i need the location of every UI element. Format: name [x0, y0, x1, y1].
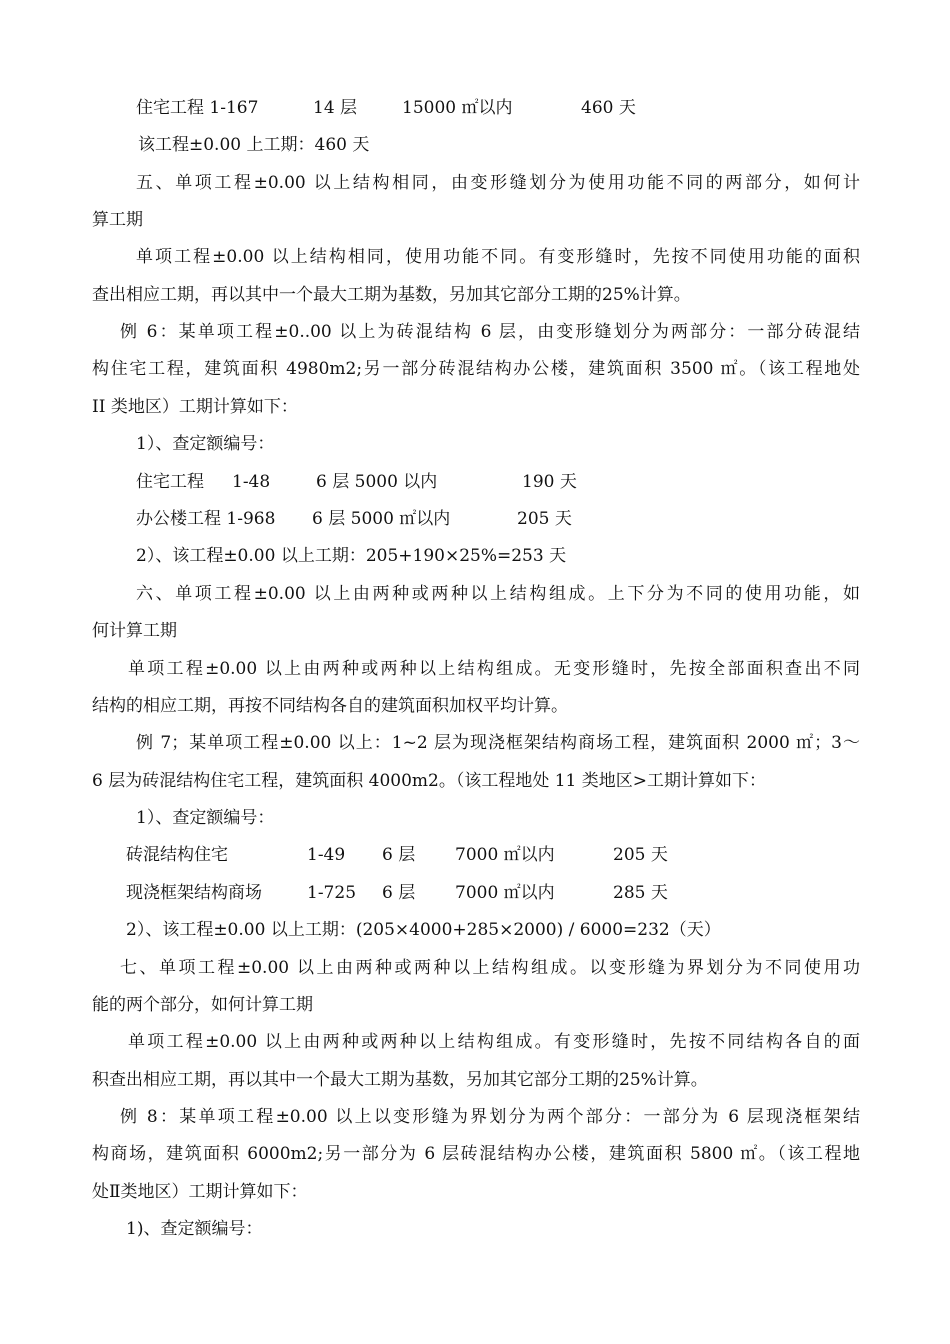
- example-paragraph: 处Ⅱ类地区）工期计算如下：: [92, 1182, 308, 1202]
- section-heading: 何计算工期: [92, 621, 177, 641]
- step-label: 1）、查定额编号：: [136, 434, 275, 454]
- paragraph: 查出相应工期，再以其中一个最大工期为基数，另加其它部分工期的25%计算。: [92, 285, 691, 305]
- table-cell: 6 层 5000 ㎡以内: [312, 509, 451, 529]
- section-heading: 能的两个部分，如何计算工期: [92, 995, 313, 1015]
- table-cell: 7000 ㎡以内: [455, 845, 555, 865]
- section-heading: 六、单项工程±0.00 以上由两种或两种以上结构组成。上下分为不同的使用功能，如: [136, 584, 860, 604]
- table-cell: 14 层: [313, 98, 358, 118]
- table-cell: 6 层: [382, 883, 416, 903]
- step-label: 1）、查定额编号：: [136, 808, 275, 828]
- table-cell: 15000 ㎡以内: [402, 98, 513, 118]
- table-cell: 1-725: [307, 883, 357, 903]
- step-label: 2）、该工程±0.00 以上工期：205+190×25%=253 天: [136, 546, 567, 566]
- table-cell: 7000 ㎡以内: [455, 883, 555, 903]
- example-paragraph: 例 7；某单项工程±0.00 以上：1~2 层为现浇框架结构商场工程，建筑面积 2000 ㎡；3～: [136, 733, 860, 753]
- table-cell: 1-48: [232, 472, 271, 492]
- paragraph: 单项工程±0.00 以上由两种或两种以上结构组成。无变形缝时，先按全部面积查出不同: [128, 659, 860, 679]
- table-cell: 285 天: [613, 883, 668, 903]
- table-cell: 205 天: [517, 509, 572, 529]
- table-cell: 办公楼工程 1-968: [136, 509, 276, 529]
- example-paragraph: 构住宅工程，建筑面积 4980m2;另一部分砖混结构办公楼，建筑面积 3500 ㎡。（该工程地处: [92, 359, 860, 379]
- paragraph: 单项工程±0.00 以上结构相同，使用功能不同。有变形缝时，先按不同使用功能的面积: [136, 247, 860, 267]
- table-cell: 205 天: [613, 845, 668, 865]
- paragraph: 积查出相应工期，再以其中一个最大工期为基数，另加其它部分工期的25%计算。: [92, 1070, 708, 1090]
- paragraph: 单项工程±0.00 以上由两种或两种以上结构组成。有变形缝时，先按不同结构各自的面: [128, 1032, 860, 1052]
- example-paragraph: 6 层为砖混结构住宅工程，建筑面积 4000m2。（该工程地处 11 类地区>工期计算如下：: [92, 771, 767, 791]
- paragraph: 结构的相应工期，再按不同结构各自的建筑面积加权平均计算。: [92, 696, 568, 716]
- example-paragraph: 例 8：某单项工程±0.00 以上以变形缝为界划分为两个部分：一部分为 6 层现浇框架结: [120, 1107, 860, 1127]
- table-cell: 6 层 5000 以内: [316, 472, 438, 492]
- table-cell: 190 天: [522, 472, 577, 492]
- example-paragraph: 例 6：某单项工程±0..00 以上为砖混结构 6 层，由变形缝划分为两部分：一部分砖混结: [120, 322, 860, 342]
- example-paragraph: II 类地区）工期计算如下：: [92, 397, 298, 417]
- paragraph: 该工程±0.00 上工期：460 天: [138, 135, 370, 155]
- step-label: 2）、该工程±0.00 以上工期：(205×4000+285×2000) / 6000=232（天）: [126, 920, 721, 940]
- example-paragraph: 构商场，建筑面积 6000m2;另一部分为 6 层砖混结构办公楼，建筑面积 5800 ㎡。（该工程地: [92, 1144, 860, 1164]
- table-cell: 砖混结构住宅: [126, 845, 228, 865]
- table-cell: 1-49: [307, 845, 346, 865]
- table-cell: 住宅工程: [136, 472, 204, 492]
- table-cell: 现浇框架结构商场: [126, 883, 262, 903]
- table-cell: 6 层: [382, 845, 416, 865]
- step-label: 1)、查定额编号：: [126, 1219, 263, 1239]
- section-heading: 七、单项工程±0.00 以上由两种或两种以上结构组成。以变形缝为界划分为不同使用功: [120, 958, 860, 978]
- table-cell: 住宅工程 1-167: [136, 98, 259, 118]
- table-cell: 460 天: [581, 98, 636, 118]
- section-heading: 算工期: [92, 210, 143, 230]
- section-heading: 五、单项工程±0.00 以上结构相同，由变形缝划分为使用功能不同的两部分，如何计: [136, 173, 860, 193]
